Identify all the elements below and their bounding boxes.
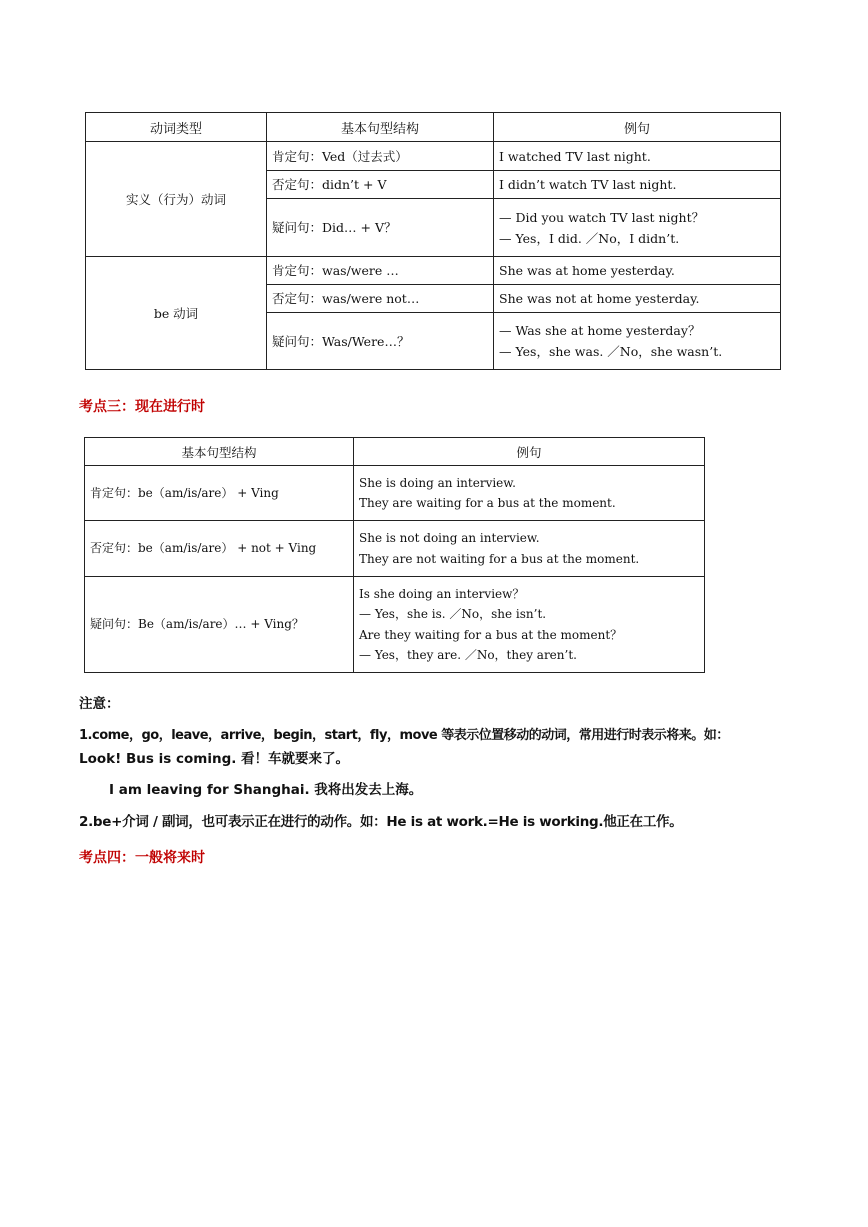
verb-type-cell: be 动词 — [86, 257, 267, 370]
example-cell — [354, 466, 705, 521]
table-row — [85, 521, 705, 577]
example-line: She is not doing an interview. — [359, 531, 540, 545]
example-line: — Yes，she is. ／No，she isn’t. — [359, 607, 547, 621]
past-tense-table — [85, 112, 781, 370]
example-cell — [494, 199, 781, 257]
note-item-2: 2.be+介词 / 副词，也可表示正在进行的动作。如：He is at work.=He is working.他正在工作。 — [79, 814, 683, 830]
column-header-example: 例句 — [494, 113, 781, 142]
example-line: Are they waiting for a bus at the moment？ — [359, 627, 623, 642]
table-row — [85, 577, 705, 673]
structure-cell: 肯定句：Ved（过去式） — [267, 142, 494, 171]
section-heading-future: 考点四：一般将来时 — [79, 850, 205, 866]
section-heading-present-continuous: 考点三：现在进行时 — [79, 399, 205, 415]
table-header-row — [86, 113, 781, 142]
example-line: — Did you watch TV last night？ — [499, 209, 705, 225]
verb-type-cell: 实义（行为）动词 — [86, 142, 267, 257]
column-header-structure: 基本句型结构 — [267, 113, 494, 142]
structure-cell: 肯定句：was/were … — [267, 257, 494, 285]
structure-cell: 疑问句：Did… + V？ — [267, 199, 494, 257]
note-item-1-example-2: I am leaving for Shanghai. 我将出发去上海。 — [109, 782, 423, 798]
example-line: I watched TV last night. — [499, 148, 651, 164]
structure-cell: 疑问句：Be（am/is/are）… + Ving？ — [85, 577, 354, 673]
column-header-verb-type: 动词类型 — [86, 113, 267, 142]
structure-cell: 肯定句：be（am/is/are） + Ving — [85, 466, 354, 521]
structure-cell: 否定句：was/were not… — [267, 285, 494, 313]
present-continuous-table — [84, 437, 705, 673]
table-row — [86, 257, 781, 285]
example-cell — [494, 257, 781, 285]
column-header-example: 例句 — [354, 438, 705, 466]
example-cell — [494, 313, 781, 370]
note-item-1: 1.come，go，leave，arrive，begin，start，fly，move 等表示位置移动的动词，常用进行时表示将来。如： — [79, 728, 729, 743]
example-line: — Yes，they are. ／No，they aren’t. — [359, 648, 577, 662]
example-line: They are waiting for a bus at the moment. — [359, 496, 616, 510]
example-line: — Was she at home yesterday？ — [499, 323, 701, 338]
example-line: They are not waiting for a bus at the moment. — [359, 551, 640, 566]
table-header-row — [85, 438, 705, 466]
example-cell — [494, 285, 781, 313]
structure-cell: 否定句：didn’t + V — [267, 171, 494, 199]
column-header-structure: 基本句型结构 — [85, 438, 354, 466]
note-item-1-example: Look! Bus is coming. 看！车就要来了。 — [79, 751, 350, 767]
example-line: She was not at home yesterday. — [499, 291, 700, 306]
example-line: — Yes，I did. ／No，I didn’t. — [499, 230, 680, 246]
example-line: She is doing an interview. — [359, 475, 516, 490]
example-cell — [494, 142, 781, 171]
example-cell — [494, 171, 781, 199]
structure-cell: 否定句：be（am/is/are） + not + Ving — [85, 521, 354, 577]
example-line: I didn’t watch TV last night. — [499, 177, 677, 192]
example-line: Is she doing an interview？ — [359, 586, 525, 601]
table-row — [85, 466, 705, 521]
example-line: She was at home yesterday. — [499, 263, 675, 278]
example-cell — [354, 521, 705, 577]
example-line: — Yes，she was. ／No，she wasn’t. — [499, 344, 723, 359]
table-row — [86, 142, 781, 171]
example-cell — [354, 577, 705, 673]
notes-title: 注意： — [79, 696, 120, 712]
structure-cell: 疑问句：Was/Were…？ — [267, 313, 494, 370]
